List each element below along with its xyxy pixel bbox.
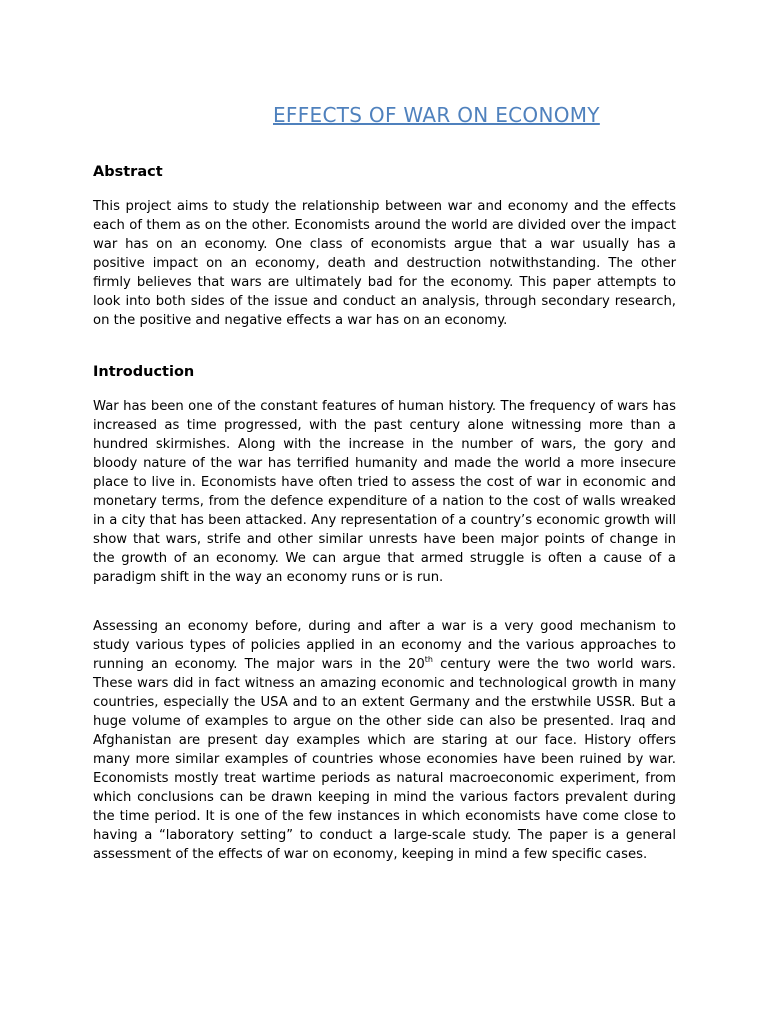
introduction-paragraph-1: War has been one of the constant features of human history. The frequency of wars has increased as time progressed, with the past century alone witnessing more than a hundred skirmishes. Along with the increase in the number of wars, the gory and bloody nature of the war has terrified humanity and made the world a more insecure place to live in. Economists have often tried to assess the cost of war in economic and monetary terms, from the defence expenditure of a nation to the cost of walls wreaked in a city that has been attacked. Any representation of a country’s economic growth will show that wars, strife and other similar unrests have been major points of change in the growth of an economy. We can argue that armed struggle is often a cause of a paradigm shift in the way an economy runs or is run.	[93, 399, 676, 585]
abstract-paragraph: This project aims to study the relationship between war and economy and the effects each of them as on the other. Economists around the world are divided over the impact war has on an economy. One class of economists argue that a war usually has a positive impact on an economy, death and destruction notwithstanding. The other firmly believes that wars are ultimately bad for the economy. This paper attempts to look into both sides of the issue and conduct an analysis, through secondary research, on the positive and negative effects a war has on an economy.	[93, 199, 676, 328]
introduction-heading: Introduction	[93, 364, 195, 380]
document-title: EFFECTS OF WAR ON ECONOMY	[273, 103, 600, 127]
paragraph-2-text-before: Assessing an economy before, during and after a war is a very good mechanism to study various types of policies applied in an economy and the various approaches to running an economy. The major wars in the 20	[93, 619, 676, 672]
paragraph-2-text-after: century were the two world wars. These wars did in fact witness an amazing economic and technological growth in many countries, especially the USA and to an extent Germany and the erstwhile USSR. But a huge volume of examples to argue on the other side can also be presented. Iraq and Afghanistan are present day examples which are staring at our face. History offers many more similar examples of countries whose economies have been ruined by war. Economists mostly treat wartime periods as natural macroeconomic experiment, from which conclusions can be drawn keeping in mind the various factors prevalent during the time period. It is one of the few instances in which economists have come close to having a “laboratory setting” to conduct a large-scale study. The paper is a general assessment of the effects of war on economy, keeping in mind a few specific cases.	[93, 657, 676, 862]
abstract-heading: Abstract	[93, 164, 163, 180]
introduction-paragraph-2	[93, 617, 676, 864]
ordinal-superscript: th	[424, 655, 433, 664]
